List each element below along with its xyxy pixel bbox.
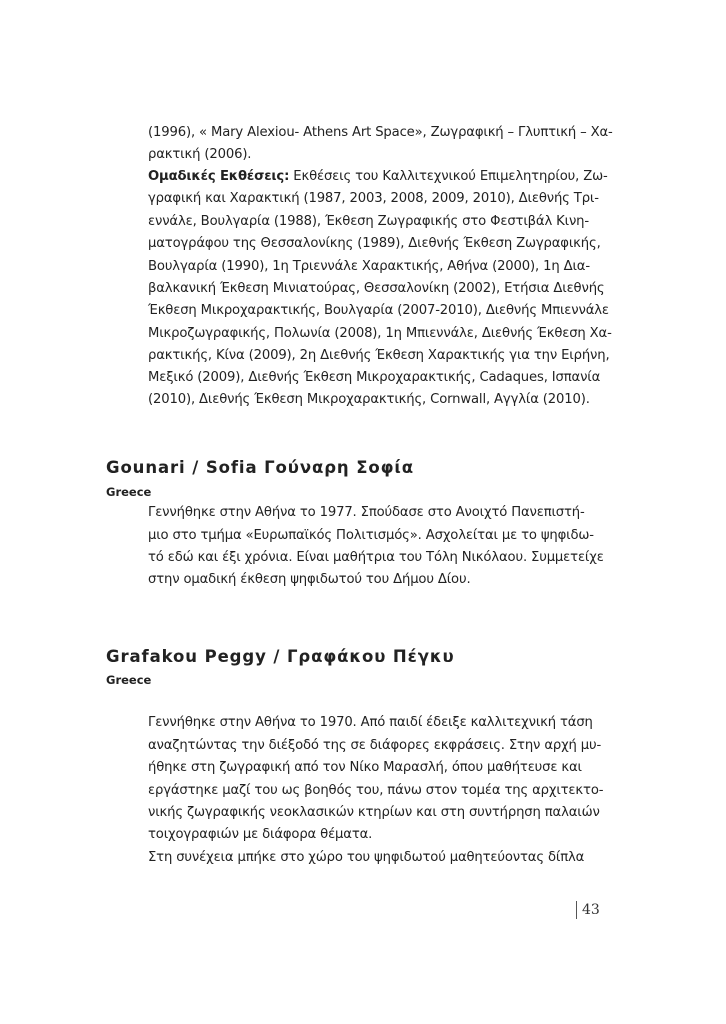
text-line: Γεννήθηκε στην Αθήνα το 1977. Σπούδασε στο Ανοιχτό Πανεπιστή- [148, 505, 585, 520]
artist-country: Greece [106, 485, 152, 499]
text-line [148, 166, 608, 188]
text-line: ρακτικής, Κίνα (2009), 2η Διεθνής Έκθεση Χαρακτικής για την Ειρήνη, [148, 348, 610, 363]
text-line: Μεξικό (2009), Διεθνής Έκθεση Μικροχαρακτικής, Cadaques, Ισπανία [148, 370, 601, 385]
text-line: γραφική και Χαρακτική (1987, 2003, 2008, 2009, 2010), Διεθνής Τρι- [148, 191, 599, 206]
group-exhibitions-label: Ομαδικές Εκθέσεις: [148, 169, 290, 184]
text-line: μιο στο τμήμα «Ευρωπαϊκός Πολιτισμός». Ασχολείται με το ψηφιδω- [148, 528, 594, 543]
text-line: αναζητώντας την διέξοδό της σε διάφορες εκφράσεις. Στην αρχή μυ- [148, 738, 602, 753]
text-line: Βουλγαρία (1990), 1η Τριεννάλε Χαρακτικής, Αθήνα (2000), 1η Δια- [148, 259, 590, 274]
text-line: εννάλε, Βουλγαρία (1988), Έκθεση Ζωγραφικής στο Φεστιβάλ Κινη- [148, 214, 589, 229]
text-line: ματογράφου της Θεσσαλονίκης (1989), Διεθνής Έκθεση Ζωγραφικής, [148, 236, 601, 251]
text-line: τοιχογραφιών με διάφορα θέματα. [148, 827, 373, 842]
artist-name: Gounari / Sofia Γούναρη Σοφία [106, 458, 414, 477]
text-line: (1996), « Mary Alexiou- Athens Art Space», Ζωγραφική – Γλυπτική – Χα- [148, 125, 613, 140]
text-line: Μικροζωγραφικής, Πολωνία (2008), 1η Μπιεννάλε, Διεθνής Έκθεση Χα- [148, 326, 612, 341]
text-line: (2010), Διεθνής Έκθεση Μικροχαρακτικής, Cornwall, Αγγλία (2010). [148, 392, 590, 407]
text-line: νικής ζωγραφικής νεοκλασικών κτηρίων και στη συντήρηση παλαιών [148, 805, 600, 820]
text-line: Στη συνέχεια μπήκε στο χώρο του ψηφιδωτού μαθητεύοντας δίπλα [148, 850, 585, 865]
text-line: τό εδώ και έξι χρόνια. Είναι μαθήτρια του Τόλη Νικόλαου. Συμμετείχε [148, 550, 604, 565]
text-line: στην ομαδική έκθεση ψηφιδωτού του Δήμου Δίου. [148, 572, 471, 587]
text-line: Γεννήθηκε στην Αθήνα το 1970. Από παιδί έδειξε καλλιτεχνική τάση [148, 715, 593, 730]
text-line: ήθηκε στη ζωγραφική από τον Νίκο Μαρασλή, όπου μαθήτευσε και [148, 760, 582, 775]
artist-name: Grafakou Peggy / Γραφάκου Πέγκυ [106, 647, 455, 666]
page-number: 43 [576, 901, 600, 919]
text-line: βαλκανική Έκθεση Μινιατούρας, Θεσσαλονίκη (2002), Ετήσια Διεθνής [148, 281, 605, 296]
text-line: εργάστηκε μαζί του ως βοηθός του, πάνω στον τομέα της αρχιτεκτο- [148, 783, 604, 798]
text-fragment: Εκθέσεις του Καλλιτεχνικού Επιμελητηρίου, Ζω- [293, 169, 608, 184]
artist-country: Greece [106, 673, 152, 687]
text-line: Έκθεση Μικροχαρακτικής, Βουλγαρία (2007-2010), Διεθνής Μπιεννάλε [148, 303, 609, 318]
text-line: ρακτική (2006). [148, 147, 252, 162]
